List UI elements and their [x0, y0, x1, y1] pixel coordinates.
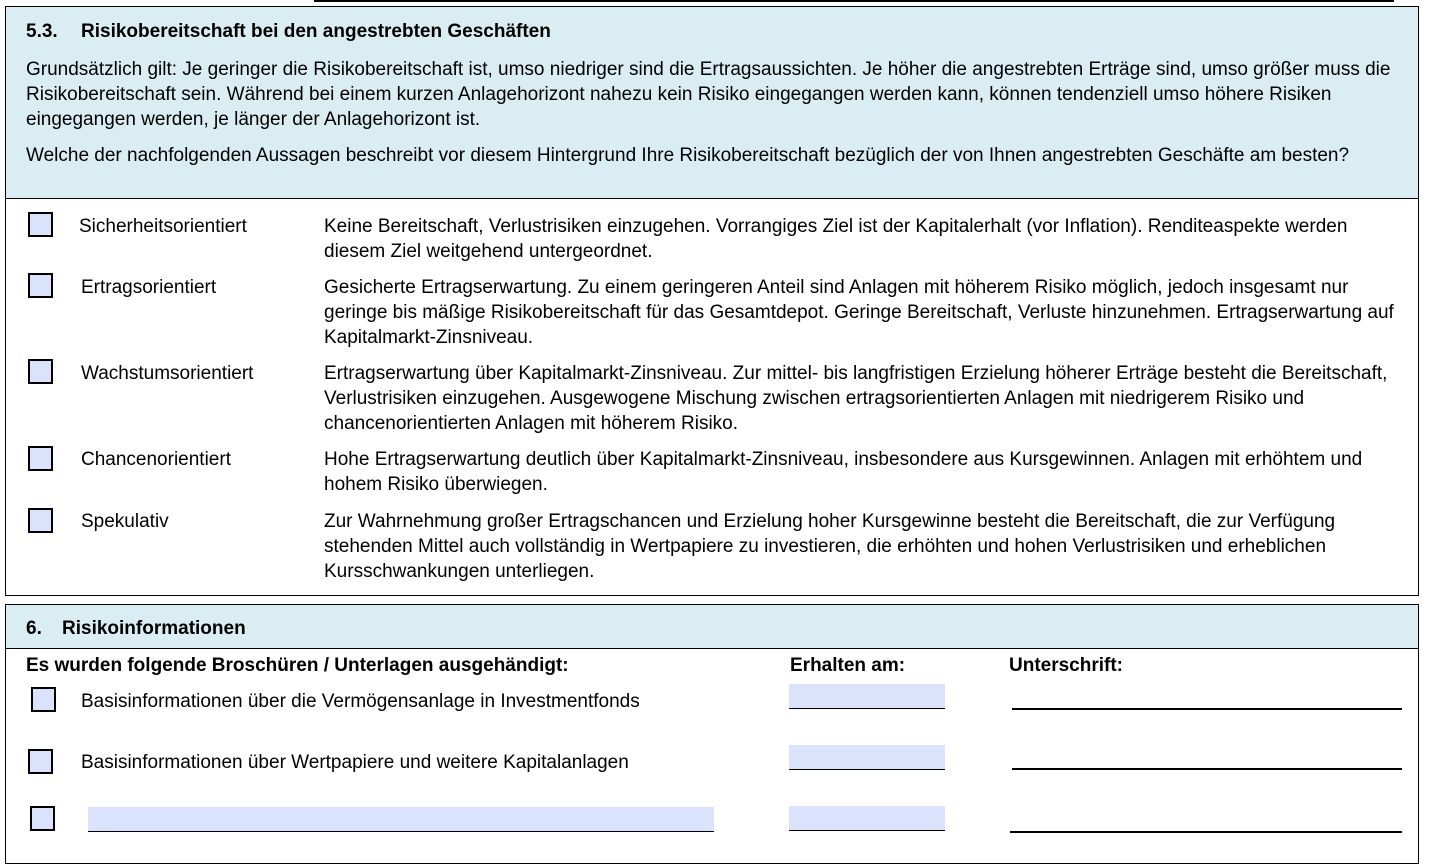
- option-label: Chancenorientiert: [81, 449, 231, 470]
- checkbox-document-custom[interactable]: [30, 806, 55, 831]
- signature-line[interactable]: [1012, 708, 1402, 710]
- option-description: Hohe Ertragserwartung deutlich über Kapitalmarkt-Zinsniveau, insbesondere aus Kursgewinnen. Anlagen mit erhöhtem und hohem Risiko überwiegen.: [324, 449, 1363, 495]
- top-divider-line: [314, 0, 1394, 2]
- section-risk-tolerance: [5, 6, 1419, 596]
- option-label: Sicherheitsorientiert: [79, 216, 247, 237]
- option-description: Zur Wahrnehmung großer Ertragschancen und Erzielung hoher Kursgewinne besteht die Bereitschaft, die zur Verfügung stehenden Mittel auch vollständig in Wertpapiere zu investieren, die erhöhten und hohen Verlustrisiken und erheblichen Kursschwankungen unterliegen.: [324, 511, 1336, 582]
- checkbox-wachstumsorientiert[interactable]: [28, 359, 53, 384]
- document-label: Basisinformationen über die Vermögensanlage in Investmentfonds: [81, 691, 640, 712]
- section-number: 5.3.: [26, 21, 58, 42]
- section-number: 6.: [26, 618, 42, 639]
- checkbox-document-investmentfonds[interactable]: [31, 687, 56, 712]
- option-description: Ertragserwartung über Kapitalmarkt-Zinsniveau. Zur mittel- bis langfristigen Erzielung höherer Erträge besteht die Bereitschaft, Verlustrisiken einzugehen. Ausgewogene Mischung zwischen ertragsorientierten Anlagen mit niedrigerem Risiko und chancenorientierten Anlagen mit höherem Risiko.: [324, 363, 1388, 434]
- signature-line[interactable]: [1012, 768, 1402, 770]
- received-date-field[interactable]: [789, 684, 945, 709]
- section-5-3-title: [26, 21, 551, 43]
- checkbox-ertragsorientiert[interactable]: [28, 273, 53, 298]
- document-label: Basisinformationen über Wertpapiere und weitere Kapitalanlagen: [81, 752, 629, 773]
- option-label: Wachstumsorientiert: [81, 363, 254, 384]
- section-title-text: Risikobereitschaft bei den angestrebten Geschäften: [81, 21, 551, 42]
- option-label: Ertragsorientiert: [81, 277, 217, 298]
- documents-column-header: Es wurden folgende Broschüren / Unterlagen ausgehändigt:: [26, 655, 569, 676]
- signature-column-header: Unterschrift:: [1009, 655, 1124, 676]
- section-6-title: [26, 618, 246, 640]
- intro-paragraph: Grundsätzlich gilt: Je geringer die Risikobereitschaft ist, umso niedriger sind die Ertragsaussichten. Je höher die angestrebten Erträge sind, umso größer muss die Risikobereitschaft sein. Während bei einem kurzen Anlagehorizont nahezu kein Risiko eingegangen werden kann, können tendenziell umso höhere Risiken eingegangen werden, je länger der Anlagehorizont ist.: [26, 59, 1391, 130]
- checkbox-sicherheitsorientiert[interactable]: [28, 212, 53, 237]
- checkbox-chancenorientiert[interactable]: [28, 446, 53, 471]
- checkbox-document-wertpapiere[interactable]: [28, 749, 53, 774]
- received-date-field[interactable]: [789, 745, 945, 770]
- received-date-field[interactable]: [789, 806, 945, 831]
- custom-document-input[interactable]: [88, 807, 714, 832]
- section-6-header: [6, 605, 1418, 649]
- option-description: Keine Bereitschaft, Verlustrisiken einzugehen. Vorrangiges Ziel ist der Kapitalerhalt (vor Inflation). Renditeaspekte werden diesem Ziel weitgehend untergeordnet.: [324, 216, 1348, 262]
- option-label: Spekulativ: [81, 511, 169, 532]
- question-paragraph: Welche der nachfolgenden Aussagen beschreibt vor diesem Hintergrund Ihre Risikobereitschaft bezüglich der von Ihnen angestrebten Geschäfte am besten?: [26, 145, 1350, 166]
- section-title-text: Risikoinformationen: [62, 618, 246, 639]
- checkbox-spekulativ[interactable]: [28, 508, 53, 533]
- section-risk-information: [5, 604, 1419, 864]
- received-column-header: Erhalten am:: [790, 655, 906, 676]
- signature-line[interactable]: [1010, 831, 1402, 833]
- option-description: Gesicherte Ertragserwartung. Zu einem geringeren Anteil sind Anlagen mit höherem Risiko möglich, jedoch insgesamt nur geringe bis mäßige Risikobereitschaft für das Gesamtdepot. Geringe Bereitschaft, Verluste hinzunehmen. Ertragserwartung auf Kapitalmarkt-Zinsniveau.: [324, 277, 1394, 348]
- section-5-3-header: [6, 7, 1418, 199]
